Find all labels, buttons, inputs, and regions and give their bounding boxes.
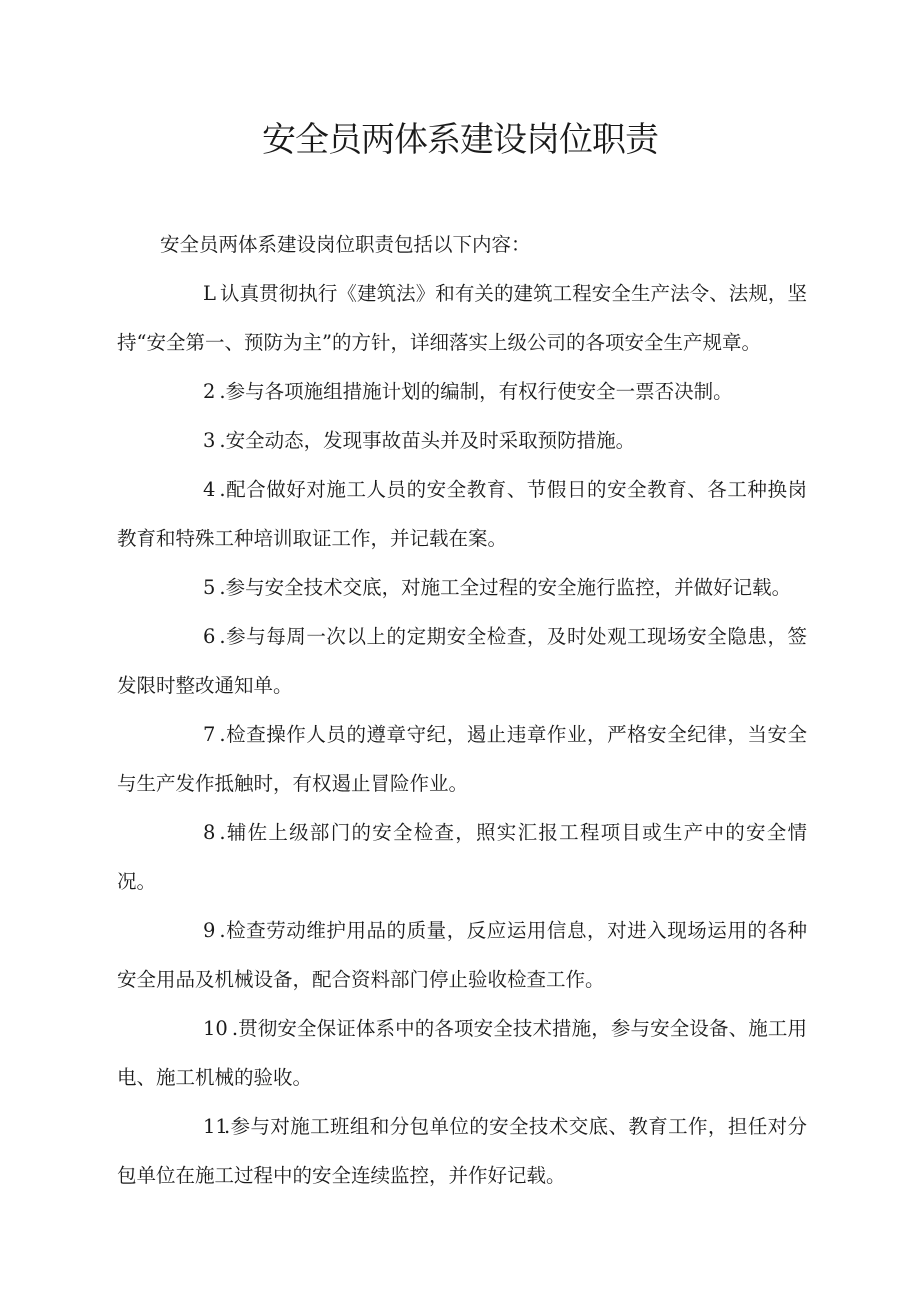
list-item: [117, 612, 807, 710]
list-item: [117, 465, 807, 563]
item-text: .配合做好对施工人员的安全教育、节假日的安全教育、各工种换岗教育和特殊工种培训取证工作，并记载在案。: [117, 478, 807, 550]
item-text: .安全动态，发现事故苗头并及时采取预防措施。: [219, 429, 636, 452]
item-text: .参与各项施组措施计划的编制，有权行使安全一票否决制。: [219, 380, 733, 403]
list-item: [117, 710, 807, 808]
document-title: 安全员两体系建设岗位职责: [262, 120, 658, 160]
item-text: .参与每周一次以上的定期安全检查，及时处观工现场安全隐患，签发限时整改通知单。: [117, 625, 807, 697]
list-item: [117, 367, 807, 416]
item-number: 8: [203, 821, 216, 844]
item-number: 6: [203, 625, 216, 648]
item-text: .参与安全技术交底，对施工全过程的安全施行监控，并做好记载。: [219, 576, 792, 599]
list-item: [117, 563, 807, 612]
list-item: [117, 906, 807, 1004]
item-number: 4: [203, 478, 216, 501]
item-text: 认真贯彻执行《建筑法》和有关的建筑工程安全生产法令、法规，坚持“安全第一、预防为主”的方针，详细落实上级公司的各项安全生产规章。: [117, 282, 807, 354]
intro-paragraph: 安全员两体系建设岗位职责包括以下内容：: [160, 233, 531, 256]
list-item: [117, 808, 807, 906]
item-number: 3: [203, 429, 216, 452]
item-number: 9: [203, 919, 216, 942]
list-item: [117, 269, 807, 367]
list-item: [117, 1102, 807, 1200]
item-number: 11: [203, 1115, 228, 1138]
item-number: 2: [203, 380, 216, 403]
item-text: .参与对施工班组和分包单位的安全技术交底、教育工作，担任对分包单位在施工过程中的安全连续监控，并作好记载。: [117, 1115, 807, 1187]
item-text: .检查操作人员的遵章守纪，遏止违章作业，严格安全纪律，当安全与生产发作抵触时，有权遏止冒险作业。: [117, 723, 807, 795]
item-number: 7: [203, 723, 216, 746]
item-text: .贯彻安全保证体系中的各项安全技术措施，参与安全设备、施工用电、施工机械的验收。: [117, 1017, 807, 1089]
list-item: [117, 416, 807, 465]
item-number: L: [203, 282, 216, 305]
item-number: 5: [203, 576, 216, 599]
item-text: .检查劳动维护用品的质量，反应运用信息，对进入现场运用的各种安全用品及机械设备，配合资料部门停止验收检查工作。: [117, 919, 807, 991]
document-body: [117, 220, 807, 1200]
item-number: 10: [203, 1017, 228, 1040]
list-item: [117, 1004, 807, 1102]
item-text: .辅佐上级部门的安全检查，照实汇报工程项目或生产中的安全情况。: [117, 821, 807, 893]
